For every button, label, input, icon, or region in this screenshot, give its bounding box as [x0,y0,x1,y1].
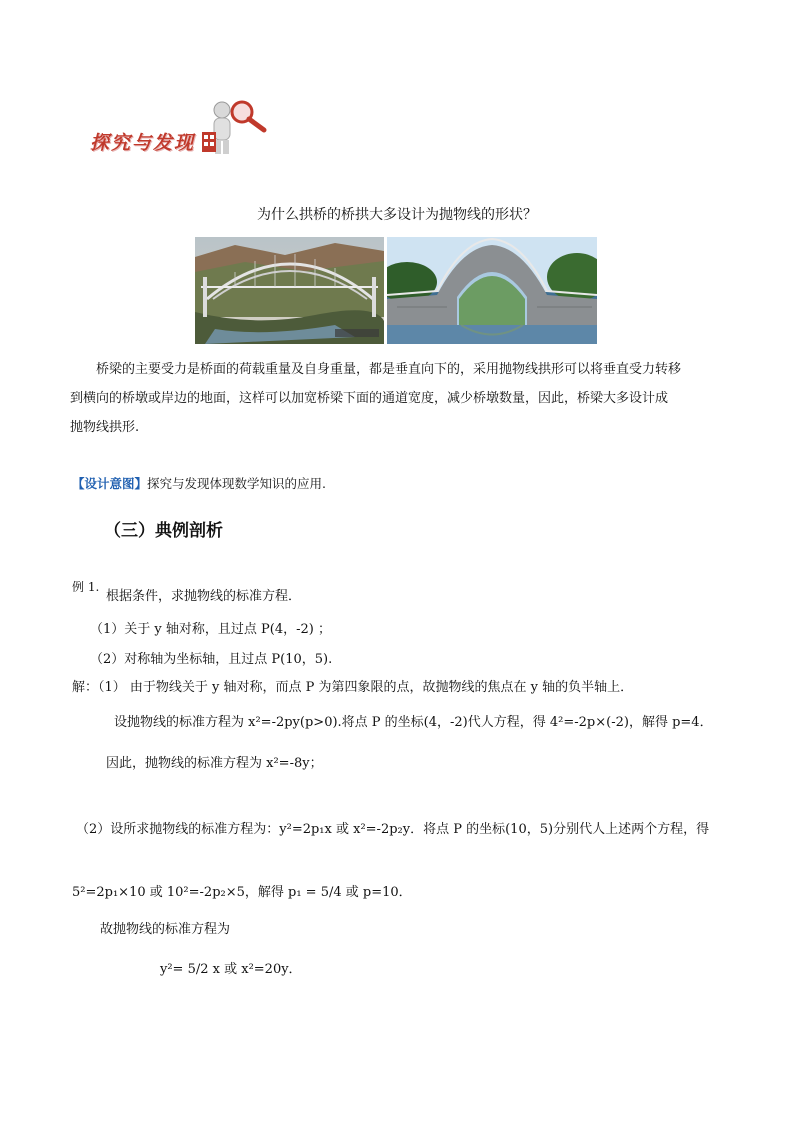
section-title: （三）典例剖析 [104,521,223,541]
paragraph-line: 到横向的桥墩或岸边的地面，这样可以加宽桥梁下面的通道宽度，减少桥墩数量，因此，桥梁大多设计成 [70,391,669,406]
solution-step-2-equation: x²=-2py(p>0).将点 P 的坐标(4，-2)代人方程，得 4²=-2p×(-2)，解得 p=4． [248,715,713,730]
stone-arch-bridge-photo [387,237,597,344]
solution-step-3: 因此，抛物线的标准方程为 x²=-8y； [106,756,323,771]
paragraph-line: 桥梁的主要受力是桥面的荷载重量及自身重量，都是垂直向下的，采用抛物线拱形可以将垂直受力转移 [96,362,682,377]
solution-final-answer: y²= 5/2 x 或 x²=20y． [160,962,302,977]
example-prompt: 根据条件，求抛物线的标准方程． [106,589,302,604]
solution-step-2 [114,711,713,730]
example-condition-1: （1）关于 y 轴对称，且过点 P(4，-2) ； [90,622,331,637]
steel-arch-bridge-photo [195,237,384,344]
solution-step-4: （2）设所求抛物线的标准方程为：y²=2p₁x 或 x²=-2p₂y．将点 P 的坐标(10，5)分别代人上述两个方程，得 [76,822,710,837]
solution-step-2-intro: 设抛物线的标准方程为 [114,715,249,730]
design-intent [72,474,326,492]
design-intent-label: 【设计意图】 [72,476,148,491]
solution-step-1: 解：（1） 由于物线关于 y 轴对称，而点 P 为第四象限的点，故抛物线的焦点在 y 轴的负半轴上． [72,680,634,695]
banner-label: 探究与发现 [90,132,196,154]
design-intent-text: 探究与发现体现数学知识的应用. [147,476,326,491]
example-condition-2: （2）对称轴为坐标轴，且过点 P(10，5). [90,652,333,667]
solution-step-5: 5²=2p₁×10 或 10²=-2p₂×5，解得 p₁ = 5/4 或 p=10． [72,885,412,900]
magnifier-person-icon [198,98,270,158]
example-label: 例 1. [72,580,100,594]
paragraph-line: 抛物线拱形. [70,420,140,435]
bridge-explanation [70,355,730,442]
question-title: 为什么拱桥的桥拱大多设计为抛物线的形状？ [257,207,537,223]
solution-step-6: 故抛物线的标准方程为 [100,922,231,937]
